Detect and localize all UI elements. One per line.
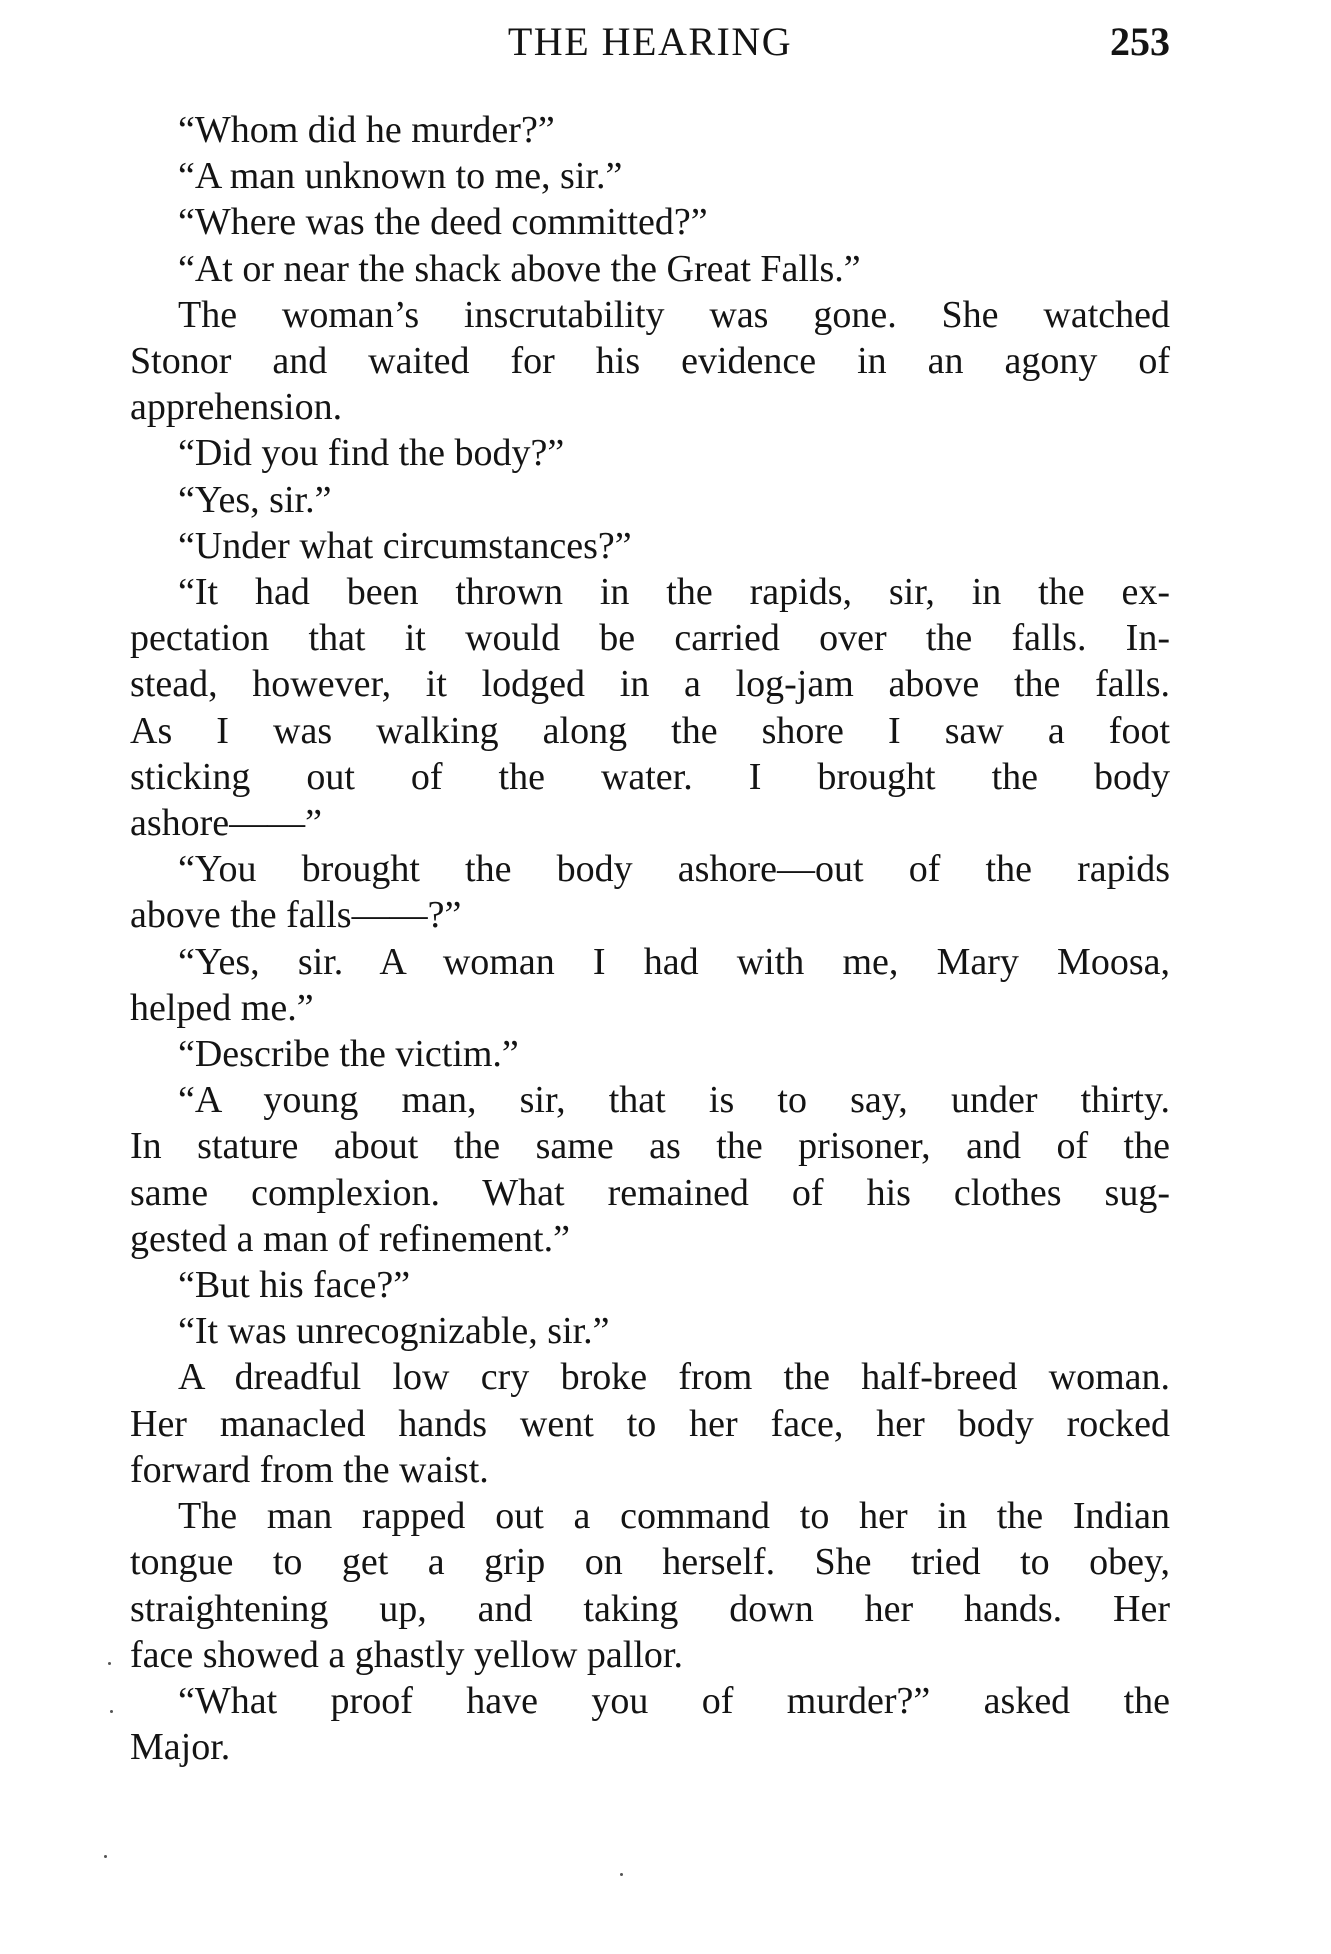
- ink-speck: [620, 1873, 623, 1876]
- text-line: “Yes, sir. A woman I had with me, Mary Moosa,: [178, 940, 1170, 983]
- text-line: “What proof have you of murder?” asked the: [178, 1679, 1170, 1722]
- text-line: sticking out of the water. I brought the body: [130, 755, 1170, 798]
- text-line: Her manacled hands went to her face, her body rocked: [130, 1402, 1170, 1445]
- text-line: tongue to get a grip on herself. She tried to obey,: [130, 1541, 1170, 1584]
- text-line: stead, however, it lodged in a log-jam above the falls.: [130, 663, 1170, 706]
- text-line: “Whom did he murder?”: [178, 109, 555, 151]
- running-head: THE HEARING: [507, 19, 793, 64]
- text-line: same complexion. What remained of his clothes sug-: [130, 1171, 1170, 1214]
- text-line: “It was unrecognizable, sir.”: [178, 1310, 610, 1353]
- text-line: “A man unknown to me, sir.”: [178, 155, 623, 198]
- text-line: forward from the waist.: [130, 1448, 489, 1491]
- text-line: “Under what circumstances?”: [178, 524, 632, 567]
- text-line: “Describe the victim.”: [178, 1033, 519, 1076]
- text-line: “Did you find the body?”: [178, 432, 565, 475]
- ink-speck: [104, 1855, 107, 1858]
- text-line: “At or near the shack above the Great Falls.”: [178, 247, 861, 290]
- body-text: [130, 107, 1170, 1770]
- text-line: As I was walking along the shore I saw a foot: [130, 709, 1170, 752]
- text-line: pectation that it would be carried over the falls. In-: [130, 617, 1170, 660]
- text-line: A dreadful low cry broke from the half-breed woman.: [178, 1356, 1170, 1399]
- text-line: apprehension.: [130, 386, 343, 429]
- page-header: [130, 18, 1170, 68]
- text-line: straightening up, and taking down her hands. Her: [130, 1587, 1170, 1630]
- ink-speck: [110, 1710, 113, 1713]
- text-line: “You brought the body ashore—out of the rapids: [178, 848, 1170, 891]
- text-line: ashore——”: [130, 802, 323, 845]
- text-line: Major.: [130, 1726, 231, 1769]
- text-line: “It had been thrown in the rapids, sir, in the ex-: [178, 571, 1170, 614]
- text-line: gested a man of refinement.”: [130, 1217, 570, 1260]
- text-line: “Where was the deed committed?”: [178, 201, 708, 244]
- text-line: In stature about the same as the prisoner, and of the: [130, 1125, 1170, 1168]
- page-number: 253: [1110, 19, 1170, 64]
- text-line: “But his face?”: [178, 1264, 411, 1307]
- text-line: helped me.”: [130, 986, 314, 1029]
- text-line: “A young man, sir, that is to say, under thirty.: [178, 1079, 1170, 1122]
- text-line: face showed a ghastly yellow pallor.: [130, 1633, 683, 1676]
- text-line: The woman’s inscrutability was gone. She watched: [178, 293, 1170, 336]
- text-line: above the falls——?”: [130, 894, 462, 937]
- text-line: The man rapped out a command to her in the Indian: [178, 1495, 1170, 1538]
- text-line: “Yes, sir.”: [178, 478, 332, 521]
- ink-speck: [108, 1662, 111, 1665]
- text-line: Stonor and waited for his evidence in an agony of: [130, 340, 1170, 383]
